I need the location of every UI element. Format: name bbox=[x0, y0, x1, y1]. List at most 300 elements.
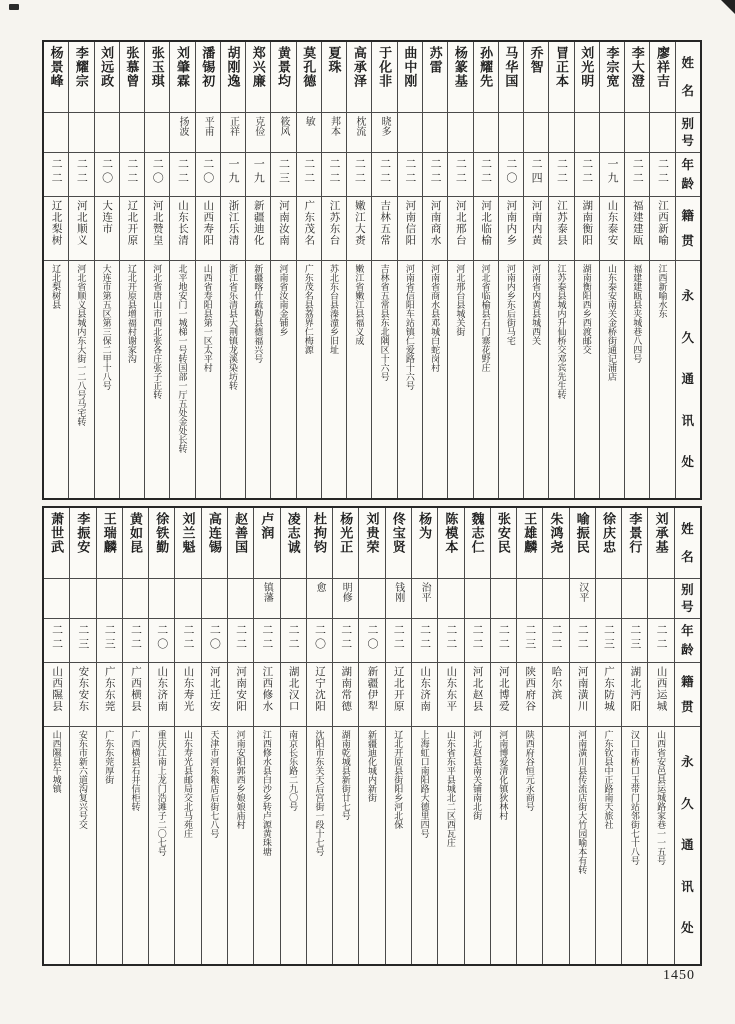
header-address: 永 久 通 讯 处 bbox=[681, 755, 694, 936]
entry-native-place: 山东泰安 bbox=[606, 200, 618, 246]
entry-native-place-cell bbox=[149, 662, 174, 726]
entry-age-cell bbox=[474, 152, 498, 196]
entry-native-place: 山西隰县 bbox=[51, 666, 63, 712]
scan-artifact-top-right bbox=[721, 0, 735, 14]
directory-entry-column bbox=[227, 508, 253, 964]
entry-native-place: 湖南常德 bbox=[340, 666, 352, 712]
entry-native-place-cell bbox=[474, 196, 498, 260]
entry-name: 徐庆忠 bbox=[601, 512, 617, 554]
entry-native-place: 河南商水 bbox=[429, 200, 441, 246]
entry-name: 黄景均 bbox=[276, 46, 292, 88]
entry-alias: 克俭 bbox=[252, 116, 264, 136]
entry-name: 杨篆基 bbox=[452, 46, 468, 88]
entry-address-cell bbox=[448, 260, 472, 498]
directory-entry-column bbox=[464, 508, 490, 964]
entry-alias-cell bbox=[281, 578, 306, 618]
entry-native-place-cell bbox=[145, 196, 169, 260]
entry-native-place-cell bbox=[517, 662, 542, 726]
entry-native-place: 江苏泰县 bbox=[555, 200, 567, 246]
header-alias-cell bbox=[676, 112, 700, 152]
directory-entry-column bbox=[574, 42, 599, 498]
directory-entry-column bbox=[96, 508, 122, 964]
directory-entry-column bbox=[306, 508, 332, 964]
entry-address-cell bbox=[543, 726, 568, 964]
entry-address-cell bbox=[69, 260, 93, 498]
entry-native-place: 河北博爱 bbox=[497, 666, 509, 712]
entry-address: 大连市第五区第三保二甲十八号 bbox=[101, 264, 112, 390]
directory-entry-column bbox=[245, 42, 270, 498]
entry-name: 刘光明 bbox=[579, 46, 595, 88]
entry-native-place-cell bbox=[221, 196, 245, 260]
entry-alias-cell bbox=[120, 112, 144, 152]
entry-age-cell bbox=[202, 618, 227, 662]
entry-age: 二二 bbox=[287, 624, 300, 652]
entry-age-cell bbox=[438, 618, 463, 662]
entry-address: 汉口市桥口玉带门站邻街七十八号 bbox=[629, 730, 640, 865]
directory-entry-column bbox=[569, 508, 595, 964]
entry-age-cell bbox=[600, 152, 624, 196]
entry-address-cell bbox=[596, 726, 621, 964]
directory-entry-column bbox=[411, 508, 437, 964]
entry-native-place: 河南汝南 bbox=[278, 200, 290, 246]
entry-address-cell bbox=[570, 726, 595, 964]
entry-address: 江西修水县白沙乡转卢源黄珠塘 bbox=[261, 730, 272, 856]
entry-age-cell bbox=[423, 152, 447, 196]
entry-age-cell bbox=[246, 152, 270, 196]
entry-address: 吉林省五常县东北隅区十六号 bbox=[379, 264, 390, 381]
entry-native-place-cell bbox=[271, 196, 295, 260]
entry-address-cell bbox=[622, 726, 647, 964]
entry-native-place-cell bbox=[333, 662, 358, 726]
entry-native-place-cell bbox=[372, 196, 396, 260]
entry-native-place-cell bbox=[575, 196, 599, 260]
entry-alias: 敏 bbox=[303, 116, 315, 126]
entry-alias-cell bbox=[625, 112, 649, 152]
entry-alias: 邦本 bbox=[328, 116, 340, 136]
entry-age: 二二 bbox=[339, 624, 352, 652]
entry-age: 二〇 bbox=[100, 158, 113, 186]
entry-address: 沈阳市东关天后宫街一段十七号 bbox=[314, 730, 325, 856]
directory-entry-column bbox=[542, 508, 568, 964]
entry-address-cell bbox=[221, 260, 245, 498]
entry-native-place: 山东寿光 bbox=[182, 666, 194, 712]
entry-address: 山西省安邑县运城路家巷一一五号 bbox=[656, 730, 667, 865]
entry-address: 江西新喻水东 bbox=[657, 264, 668, 318]
entry-native-place: 安东安东 bbox=[77, 666, 89, 712]
entry-age-cell bbox=[575, 152, 599, 196]
entry-age-cell bbox=[622, 618, 647, 662]
entry-name-cell bbox=[570, 508, 595, 578]
directory-entry-column bbox=[516, 508, 542, 964]
entry-native-place-cell bbox=[386, 662, 411, 726]
entry-address: 新疆喀什疏勒县德福兴号 bbox=[253, 264, 264, 363]
entry-native-place: 江西修水 bbox=[261, 666, 273, 712]
entry-native-place-cell bbox=[69, 196, 93, 260]
entry-address: 湖南衡阳西乡西渡邮交 bbox=[581, 264, 592, 354]
entry-native-place-cell bbox=[600, 196, 624, 260]
directory-entry-column bbox=[437, 508, 463, 964]
entry-name: 朱鸿尧 bbox=[548, 512, 564, 554]
entry-native-place: 哈尔滨 bbox=[550, 666, 562, 701]
entry-age: 二二 bbox=[429, 158, 442, 186]
entry-address: 河北赵县南关铺南北街 bbox=[472, 730, 483, 820]
entry-name: 萧世武 bbox=[49, 512, 65, 554]
entry-name: 杨光正 bbox=[338, 512, 354, 554]
entry-name-cell bbox=[44, 42, 68, 112]
entry-name: 冒正本 bbox=[553, 46, 569, 88]
entry-alias-cell bbox=[543, 578, 568, 618]
directory-entry-column bbox=[346, 42, 371, 498]
entry-native-place-cell bbox=[123, 662, 148, 726]
entry-age: 二二 bbox=[631, 158, 644, 186]
entry-alias-cell bbox=[70, 578, 95, 618]
header-age: 年 龄 bbox=[681, 158, 695, 191]
entry-native-place: 辽北开原 bbox=[126, 200, 138, 246]
entry-age: 二〇 bbox=[366, 624, 379, 652]
entry-alias-cell bbox=[123, 578, 148, 618]
entry-age: 二二 bbox=[403, 158, 416, 186]
entry-name: 苏雷 bbox=[427, 46, 443, 74]
entry-native-place-cell bbox=[120, 196, 144, 260]
entry-alias-cell bbox=[372, 112, 396, 152]
entry-native-place-cell bbox=[322, 196, 346, 260]
directory-entry-column bbox=[621, 508, 647, 964]
entry-address: 北平地安门一城梯一号转国部一厅五处金处长转 bbox=[177, 264, 188, 453]
entry-native-place: 新疆伊犁 bbox=[366, 666, 378, 712]
entry-name-cell bbox=[228, 508, 253, 578]
entry-address: 辽北梨树县 bbox=[51, 264, 62, 309]
entry-age-cell bbox=[322, 152, 346, 196]
entry-address: 河南内乡东后街马宅 bbox=[505, 264, 516, 345]
entry-name-cell bbox=[359, 508, 384, 578]
entry-address: 辽北开原县街阳乡河北保 bbox=[393, 730, 404, 829]
entry-native-place: 河南内乡 bbox=[505, 200, 517, 246]
entry-native-place: 河北临榆 bbox=[480, 200, 492, 246]
entry-address: 河北省顺义县城内东大街一二八号马宅转 bbox=[76, 264, 87, 426]
entry-name-cell bbox=[221, 42, 245, 112]
entry-age: 一九 bbox=[226, 158, 239, 186]
directory-entry-column bbox=[595, 508, 621, 964]
entry-alias: 平甫 bbox=[202, 116, 214, 136]
entry-age-cell bbox=[297, 152, 321, 196]
entry-alias-cell bbox=[648, 578, 673, 618]
entry-name-cell bbox=[322, 42, 346, 112]
entry-native-place-cell bbox=[398, 196, 422, 260]
entry-native-place-cell bbox=[202, 662, 227, 726]
entry-age: 二二 bbox=[50, 158, 63, 186]
entry-name: 黄如昆 bbox=[127, 512, 143, 554]
entry-native-place-cell bbox=[448, 196, 472, 260]
entry-age-cell bbox=[448, 152, 472, 196]
entry-age: 二二 bbox=[129, 624, 142, 652]
directory-entry-column bbox=[68, 42, 93, 498]
entry-age-cell bbox=[650, 152, 674, 196]
directory-entry-column bbox=[201, 508, 227, 964]
header-name: 姓 名 bbox=[681, 56, 695, 98]
entry-address-cell bbox=[359, 726, 384, 964]
header-address-cell bbox=[675, 726, 700, 964]
entry-native-place-cell bbox=[97, 662, 122, 726]
directory-entry-column bbox=[647, 508, 673, 964]
entry-name: 于化非 bbox=[377, 46, 393, 88]
entry-age: 二〇 bbox=[151, 158, 164, 186]
entry-address-cell bbox=[465, 726, 490, 964]
entry-native-place-cell bbox=[170, 196, 194, 260]
entry-age: 二二 bbox=[234, 624, 247, 652]
entry-alias-cell bbox=[254, 578, 279, 618]
entry-age-cell bbox=[196, 152, 220, 196]
header-address: 永 久 通 讯 处 bbox=[681, 289, 695, 470]
entry-native-place-cell bbox=[622, 662, 647, 726]
entry-age: 一九 bbox=[605, 158, 618, 186]
entry-age: 二二 bbox=[260, 624, 273, 652]
entry-name: 张安民 bbox=[495, 512, 511, 554]
entry-alias: 治平 bbox=[419, 582, 431, 602]
entry-alias-cell bbox=[474, 112, 498, 152]
entry-name-cell bbox=[170, 42, 194, 112]
header-address-cell bbox=[676, 260, 700, 498]
directory-entry-column bbox=[270, 42, 295, 498]
entry-alias-cell bbox=[622, 578, 647, 618]
entry-age-cell bbox=[44, 152, 68, 196]
entry-age: 二三 bbox=[277, 158, 290, 186]
directory-entry-column bbox=[548, 42, 573, 498]
entry-address-cell bbox=[648, 726, 673, 964]
entry-address-cell bbox=[281, 726, 306, 964]
entry-name-cell bbox=[44, 508, 69, 578]
entry-native-place: 山东济南 bbox=[156, 666, 168, 712]
entry-address: 河南省内黄县城西关 bbox=[531, 264, 542, 345]
entry-name: 佟宝贤 bbox=[390, 512, 406, 554]
entry-age: 二二 bbox=[125, 158, 138, 186]
entry-address-cell bbox=[297, 260, 321, 498]
entry-address-cell bbox=[44, 726, 69, 964]
entry-address: 重庆江南上龙门浩滩子二〇七号 bbox=[156, 730, 167, 856]
directory-table-top bbox=[42, 40, 702, 500]
entry-name-cell bbox=[149, 508, 174, 578]
entry-age-cell bbox=[570, 618, 595, 662]
directory-entry-column bbox=[358, 508, 384, 964]
entry-address: 河南潢川县传流店街大竹园喻本有转 bbox=[577, 730, 588, 874]
directory-entry-column bbox=[498, 42, 523, 498]
directory-entry-column bbox=[144, 42, 169, 498]
entry-age-cell bbox=[517, 618, 542, 662]
entry-native-place: 广东东莞 bbox=[103, 666, 115, 712]
entry-age: 二三 bbox=[103, 624, 116, 652]
entry-age: 二二 bbox=[378, 158, 391, 186]
entry-name-cell bbox=[372, 42, 396, 112]
entry-native-place: 山东济南 bbox=[419, 666, 431, 712]
entry-address-cell bbox=[254, 726, 279, 964]
entry-age-cell bbox=[69, 152, 93, 196]
header-alias: 别 号 bbox=[681, 116, 695, 148]
entry-name: 刘承基 bbox=[653, 512, 669, 554]
entry-age: 二二 bbox=[418, 624, 431, 652]
entry-name: 魏志仁 bbox=[469, 512, 485, 554]
entry-native-place: 河北赞皇 bbox=[151, 200, 163, 246]
entry-address: 陕西府谷恒元永商号 bbox=[524, 730, 535, 811]
entry-name-cell bbox=[465, 508, 490, 578]
entry-address-cell bbox=[123, 726, 148, 964]
entry-native-place: 河南潢川 bbox=[576, 666, 588, 712]
entry-age-cell bbox=[386, 618, 411, 662]
entry-alias-cell bbox=[412, 578, 437, 618]
entry-address: 河南安阳郭西乡娘娘庙村 bbox=[235, 730, 246, 829]
entry-age-cell bbox=[359, 618, 384, 662]
entry-alias: 晓多 bbox=[379, 116, 391, 136]
entry-name: 刘兰魁 bbox=[180, 512, 196, 554]
entry-alias-cell bbox=[600, 112, 624, 152]
entry-address-cell bbox=[120, 260, 144, 498]
entry-alias: 愈 bbox=[313, 582, 325, 592]
entry-alias-cell bbox=[145, 112, 169, 152]
entry-name: 刘远政 bbox=[99, 46, 115, 88]
entry-native-place: 吉林五常 bbox=[379, 200, 391, 246]
entry-name-cell bbox=[97, 508, 122, 578]
entry-alias-cell bbox=[149, 578, 174, 618]
entry-name: 卢润 bbox=[259, 512, 275, 540]
entry-native-place: 嫩江大赉 bbox=[353, 200, 365, 246]
entry-name: 李振安 bbox=[75, 512, 91, 554]
entry-age: 二二 bbox=[576, 624, 589, 652]
entry-name-cell bbox=[95, 42, 119, 112]
entry-alias-cell bbox=[398, 112, 422, 152]
entry-native-place-cell bbox=[549, 196, 573, 260]
header-native-place-cell bbox=[675, 662, 700, 726]
entry-age-cell bbox=[549, 152, 573, 196]
directory-entry-column bbox=[624, 42, 649, 498]
header-age-cell bbox=[676, 152, 700, 196]
entry-alias: 正祥 bbox=[227, 116, 239, 136]
entry-native-place-cell bbox=[307, 662, 332, 726]
entry-address-cell bbox=[625, 260, 649, 498]
directory-entry-column bbox=[119, 42, 144, 498]
entry-native-place-cell bbox=[70, 662, 95, 726]
entry-age: 二〇 bbox=[155, 624, 168, 652]
entry-address-cell bbox=[44, 260, 68, 498]
entry-native-place: 广西横县 bbox=[129, 666, 141, 712]
entry-age: 二〇 bbox=[313, 624, 326, 652]
entry-native-place: 广东茂名 bbox=[303, 200, 315, 246]
directory-entry-column bbox=[220, 42, 245, 498]
entry-age: 二二 bbox=[580, 158, 593, 186]
entry-native-place-cell bbox=[281, 662, 306, 726]
entry-native-place: 陕西府谷 bbox=[524, 666, 536, 712]
header-native-place: 籍 贯 bbox=[681, 674, 694, 714]
entry-address-cell bbox=[524, 260, 548, 498]
directory-entry-column bbox=[371, 42, 396, 498]
directory-entry-column bbox=[44, 42, 68, 498]
directory-entry-column bbox=[523, 42, 548, 498]
directory-entry-column bbox=[122, 508, 148, 964]
entry-age: 二二 bbox=[497, 624, 510, 652]
entry-address: 河南省汝南金铺乡 bbox=[278, 264, 289, 336]
entry-native-place: 湖南衡阳 bbox=[581, 200, 593, 246]
entry-address: 河北省临榆县石门寨花野庄 bbox=[480, 264, 491, 372]
entry-age: 二二 bbox=[656, 158, 669, 186]
entry-name: 廖祥吉 bbox=[655, 46, 670, 88]
entry-name-cell bbox=[145, 42, 169, 112]
entry-age-cell bbox=[175, 618, 200, 662]
entry-native-place-cell bbox=[648, 662, 673, 726]
entry-age-cell bbox=[170, 152, 194, 196]
entry-address-cell bbox=[175, 726, 200, 964]
entry-name: 曲中刚 bbox=[402, 46, 418, 88]
entry-native-place: 河南内黄 bbox=[530, 200, 542, 246]
entry-age: 二二 bbox=[176, 158, 189, 186]
entry-name-cell bbox=[600, 42, 624, 112]
directory-entry-column bbox=[280, 508, 306, 964]
entry-alias-cell bbox=[97, 578, 122, 618]
entry-alias-cell bbox=[221, 112, 245, 152]
entry-address: 湖南乾城县新街廿七号 bbox=[340, 730, 351, 820]
entry-name-cell bbox=[412, 508, 437, 578]
entry-native-place: 福建建瓯 bbox=[631, 200, 643, 246]
directory-entry-column bbox=[422, 42, 447, 498]
entry-alias-cell bbox=[570, 578, 595, 618]
entry-age: 二二 bbox=[555, 158, 568, 186]
header-column bbox=[674, 508, 700, 964]
entry-name: 夏珠 bbox=[326, 46, 342, 74]
header-column bbox=[675, 42, 700, 498]
entry-address-cell bbox=[70, 726, 95, 964]
entry-address: 浙江省乐清县大荆镇龙溪染坊转 bbox=[227, 264, 238, 390]
entry-age-cell bbox=[120, 152, 144, 196]
page-number: 1450 bbox=[663, 968, 695, 983]
entry-name: 徐铁勤 bbox=[154, 512, 170, 554]
entry-age: 二〇 bbox=[504, 158, 517, 186]
directory-entry-column bbox=[69, 508, 95, 964]
entry-name: 张玉琪 bbox=[149, 46, 165, 88]
entry-address: 江苏泰县城内升仙桥交邓宾先生转 bbox=[556, 264, 567, 399]
entry-alias: 枕流 bbox=[353, 116, 365, 136]
entry-name-cell bbox=[423, 42, 447, 112]
entry-alias-cell bbox=[228, 578, 253, 618]
entry-alias: 汉平 bbox=[576, 582, 588, 602]
entry-native-place: 河北邢台 bbox=[454, 200, 466, 246]
entry-native-place-cell bbox=[423, 196, 447, 260]
entry-age-cell bbox=[44, 618, 69, 662]
header-name-cell bbox=[675, 508, 700, 578]
directory-entry-column bbox=[94, 42, 119, 498]
entry-name-cell bbox=[70, 508, 95, 578]
entry-age-cell bbox=[333, 618, 358, 662]
directory-entry-column bbox=[473, 42, 498, 498]
entry-name-cell bbox=[196, 42, 220, 112]
entry-age: 二二 bbox=[655, 624, 668, 652]
entry-native-place: 河南信阳 bbox=[404, 200, 416, 246]
entry-native-place-cell bbox=[44, 196, 68, 260]
entry-address-cell bbox=[95, 260, 119, 498]
entry-age: 二〇 bbox=[201, 158, 214, 186]
entry-native-place: 湖北汉口 bbox=[287, 666, 299, 712]
entry-age: 二二 bbox=[50, 624, 63, 652]
entry-name-cell bbox=[69, 42, 93, 112]
entry-alias-cell bbox=[650, 112, 674, 152]
header-name-cell bbox=[676, 42, 700, 112]
entry-native-place: 山东长清 bbox=[176, 200, 188, 246]
entry-name-cell bbox=[648, 508, 673, 578]
entry-native-place-cell bbox=[491, 662, 516, 726]
header-native-place: 籍 贯 bbox=[681, 208, 695, 248]
entry-name: 李景行 bbox=[627, 512, 643, 554]
header-alias-cell bbox=[675, 578, 700, 618]
entry-age-cell bbox=[254, 618, 279, 662]
entry-address-cell bbox=[97, 726, 122, 964]
entry-native-place-cell bbox=[228, 662, 253, 726]
entry-alias-cell bbox=[44, 112, 68, 152]
entry-address: 山西省寿阳县第一区太平村 bbox=[202, 264, 213, 372]
